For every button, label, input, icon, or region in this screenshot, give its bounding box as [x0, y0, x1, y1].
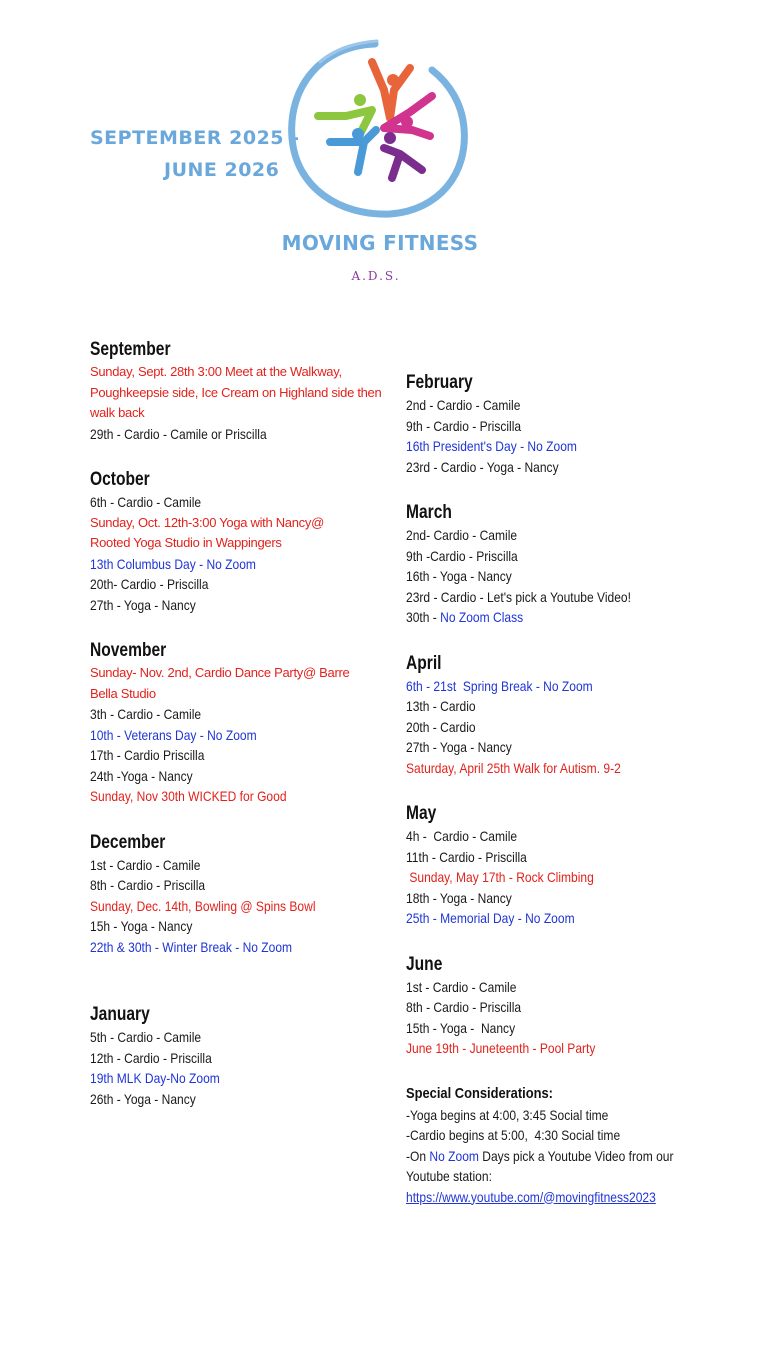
class-entry	[406, 607, 681, 628]
moving-fitness-logo	[280, 38, 480, 223]
class-entry: 15h - Yoga - Nancy	[90, 918, 193, 934]
month-section-may	[406, 802, 726, 929]
no-zoom-highlight: No Zoom	[429, 1147, 479, 1164]
class-entry: 29th - Cardio - Camile or Priscilla	[90, 425, 267, 442]
class-entry: 9th -Cardio - Priscilla	[406, 547, 518, 564]
special-considerations	[406, 1083, 726, 1208]
special-line: Youtube station:	[406, 1168, 492, 1184]
class-entry: 5th - Cardio - Camile	[90, 1029, 202, 1045]
special-line-suffix: Days pick a Youtube Video from our	[478, 1147, 674, 1164]
schedule-right-column	[406, 371, 726, 1207]
no-zoom-entry: 16th President's Day - No Zoom	[406, 438, 577, 454]
class-entry: 6th - Cardio - Camile	[90, 494, 202, 510]
event-entry: Sunday, Oct. 12th-3:00 Yoga with Nancy@ Rooted Yoga Studio in Wappingers	[90, 514, 324, 550]
event-entry: Sunday, May 17th - Rock Climbing	[406, 869, 594, 885]
no-zoom-label: No Zoom Class	[440, 609, 524, 625]
class-entry: 1st - Cardio - Camile	[406, 978, 517, 995]
class-entry: 26th - Yoga - Nancy	[90, 1090, 196, 1107]
logo-figures-icon	[280, 38, 480, 223]
no-zoom-entry: 13th Columbus Day - No Zoom	[90, 555, 256, 572]
class-entry: 3th - Cardio - Camile	[90, 706, 202, 722]
no-zoom-entry: 10th - Veterans Day - No Zoom	[90, 726, 257, 743]
class-entry: 12th - Cardio - Priscilla	[90, 1049, 212, 1066]
special-line: -Cardio begins at 5:00, 4:30 Social time	[406, 1127, 621, 1143]
class-entry: 4h - Cardio - Camile	[406, 828, 518, 844]
month-title: February	[406, 372, 473, 393]
month-title: May	[406, 803, 437, 824]
month-title: June	[406, 953, 443, 975]
class-entry: 2nd- Cardio - Camile	[406, 527, 518, 543]
class-entry: 24th -Yoga - Nancy	[90, 767, 193, 784]
no-zoom-entry: 25th - Memorial Day - No Zoom	[406, 910, 575, 926]
month-section-january	[90, 1003, 390, 1109]
class-entry: 8th - Cardio - Priscilla	[406, 999, 522, 1015]
class-entry: 9th - Cardio - Priscilla	[406, 417, 522, 434]
month-title: November	[90, 640, 167, 661]
class-entry: 20th- Cardio - Priscilla	[90, 576, 209, 592]
month-title: March	[406, 502, 452, 523]
brand-name: MOVING FITNESS	[281, 231, 479, 255]
class-entry: 18th - Yoga - Nancy	[406, 889, 512, 906]
youtube-channel-link[interactable]: https://www.youtube.com/@movingfitness2023	[406, 1188, 656, 1205]
no-zoom-entry: 22th & 30th - Winter Break - No Zoom	[90, 938, 293, 955]
month-section-march	[406, 501, 726, 628]
event-entry: June 19th - Juneteenth - Pool Party	[406, 1040, 596, 1056]
month-title: October	[90, 469, 150, 490]
month-section-february	[406, 371, 726, 477]
month-title: January	[90, 1004, 150, 1025]
special-line-prefix: -On	[406, 1147, 430, 1164]
event-entry: Sunday, Dec. 14th, Bowling @ Spins Bowl	[90, 897, 316, 914]
month-section-june	[406, 953, 726, 1059]
class-entry: 11th - Cardio - Priscilla	[406, 848, 527, 865]
event-entry: Sunday, Nov 30th WICKED for Good	[90, 788, 287, 804]
class-entry: 23rd - Cardio - Let's pick a Youtube Video!	[406, 588, 631, 605]
month-title: September	[90, 339, 171, 360]
special-line	[406, 1146, 681, 1167]
month-title: December	[90, 831, 166, 853]
class-entry: 15th - Yoga - Nancy	[406, 1019, 516, 1036]
schedule-left-column	[90, 338, 390, 1109]
class-entry: 20th - Cardio	[406, 718, 476, 735]
special-considerations-title: Special Considerations:	[406, 1084, 553, 1102]
class-entry: 17th - Cardio Priscilla	[90, 747, 205, 763]
month-section-april	[406, 652, 726, 779]
class-entry: 2nd - Cardio - Camile	[406, 397, 521, 413]
class-entry: 16th - Yoga - Nancy	[406, 568, 512, 584]
class-entry: 27th - Yoga - Nancy	[90, 596, 196, 613]
entry-date: 30th -	[406, 609, 441, 625]
class-entry: 8th - Cardio - Priscilla	[90, 877, 206, 893]
class-entry: 27th - Yoga - Nancy	[406, 739, 512, 755]
event-entry: Sunday- Nov. 2nd, Cardio Dance Party@ Barre Bella Studio	[90, 665, 350, 701]
month-title: April	[406, 652, 442, 674]
event-entry: Saturday, April 25th Walk for Autism. 9-2	[406, 759, 621, 776]
month-section-october	[90, 468, 390, 615]
month-section-november	[90, 639, 390, 807]
brand-subtitle: A.D.S.	[351, 269, 401, 283]
no-zoom-entry: 19th MLK Day-No Zoom	[90, 1070, 220, 1086]
class-entry: 1st - Cardio - Camile	[90, 856, 201, 873]
month-section-december	[90, 831, 390, 958]
special-line: -Yoga begins at 4:00, 3:45 Social time	[406, 1106, 609, 1123]
class-entry: 13th - Cardio	[406, 698, 476, 714]
date-range-line-1: SEPTEMBER 2025 -	[90, 127, 300, 149]
event-entry: Sunday, Sept. 28th 3:00 Meet at the Walkway, Poughkeepsie side, Ice Cream on Highland side then walk back	[90, 364, 382, 420]
date-range-line-2: JUNE 2026	[164, 159, 280, 181]
month-section-september	[90, 338, 390, 444]
class-entry: 23rd - Cardio - Yoga - Nancy	[406, 458, 559, 475]
no-zoom-entry: 6th - 21st Spring Break - No Zoom	[406, 677, 593, 694]
